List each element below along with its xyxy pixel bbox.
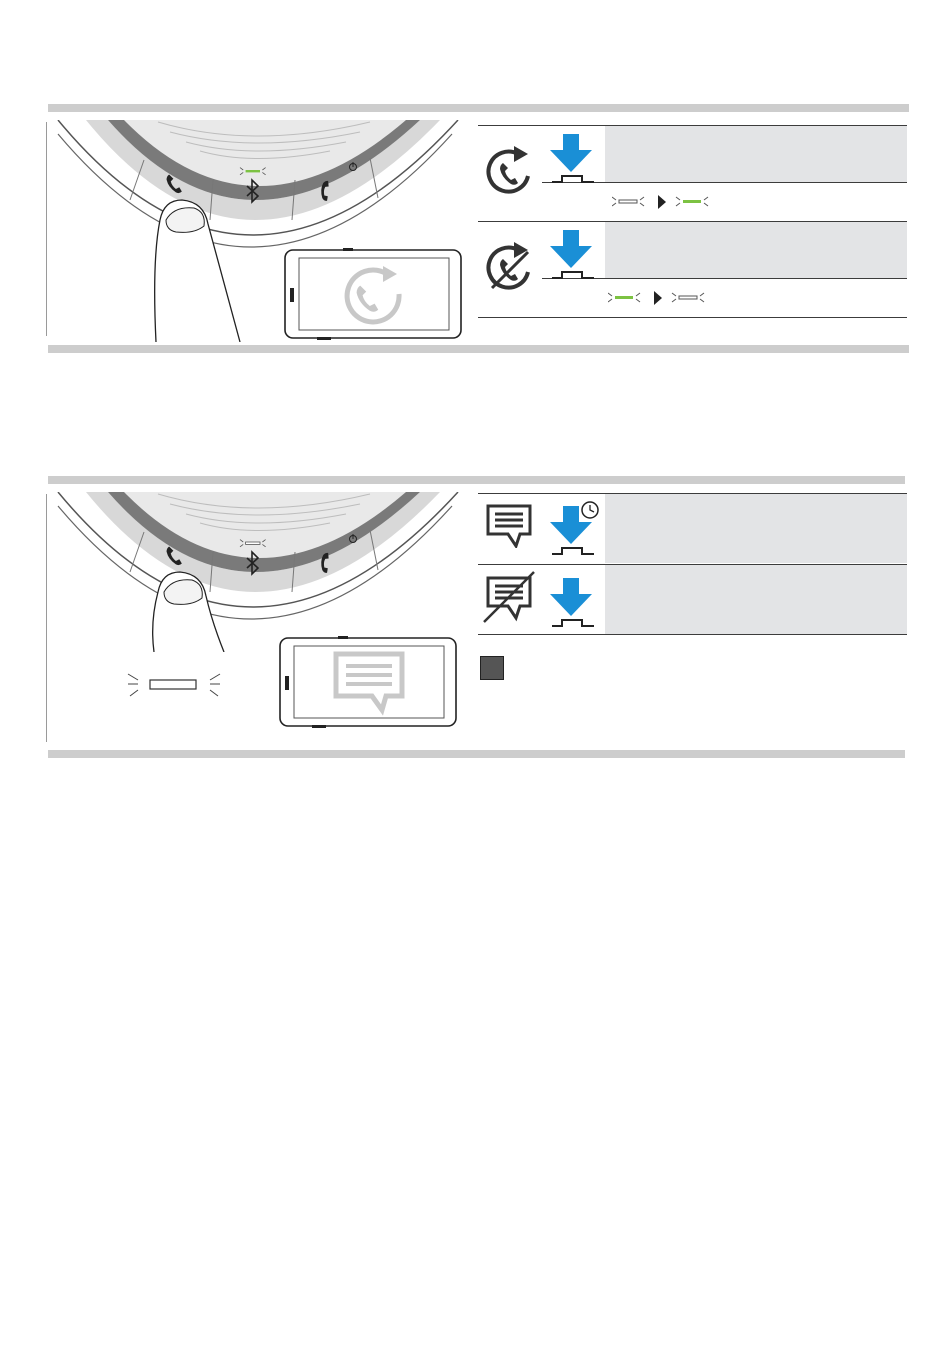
led-white-flash-icon bbox=[126, 670, 222, 700]
led-sequence-redial bbox=[612, 193, 722, 211]
smartphone-message-icon bbox=[278, 636, 458, 728]
press-button-icon bbox=[550, 230, 598, 282]
section2-bottom-bar bbox=[48, 750, 905, 758]
section1-top-bar bbox=[48, 104, 909, 112]
led-sequence-cancel bbox=[608, 289, 718, 307]
cancel-redial-icon bbox=[484, 242, 536, 294]
row2-text-cell bbox=[605, 222, 907, 278]
section2-top-bar bbox=[48, 476, 905, 484]
section1-left-rule bbox=[46, 122, 47, 336]
smartphone-redial-icon bbox=[283, 248, 463, 340]
section1-bottom-bar bbox=[48, 345, 909, 353]
row3-text-cell bbox=[605, 494, 907, 563]
press-hold-button-icon bbox=[550, 500, 602, 556]
row4-text-cell bbox=[605, 565, 907, 634]
note-square-icon bbox=[480, 656, 504, 680]
voice-assistant-icon bbox=[486, 504, 534, 548]
cancel-voice-assistant-icon bbox=[482, 570, 538, 624]
redial-icon bbox=[484, 146, 536, 198]
section2-speaker-illustration bbox=[48, 492, 468, 652]
row1-text-cell bbox=[605, 126, 907, 182]
section2-left-rule bbox=[46, 494, 47, 742]
press-button-icon bbox=[550, 134, 598, 186]
table2-bottom-line bbox=[478, 634, 907, 635]
table1-bottom-line bbox=[478, 317, 907, 318]
press-button-icon bbox=[550, 578, 598, 630]
